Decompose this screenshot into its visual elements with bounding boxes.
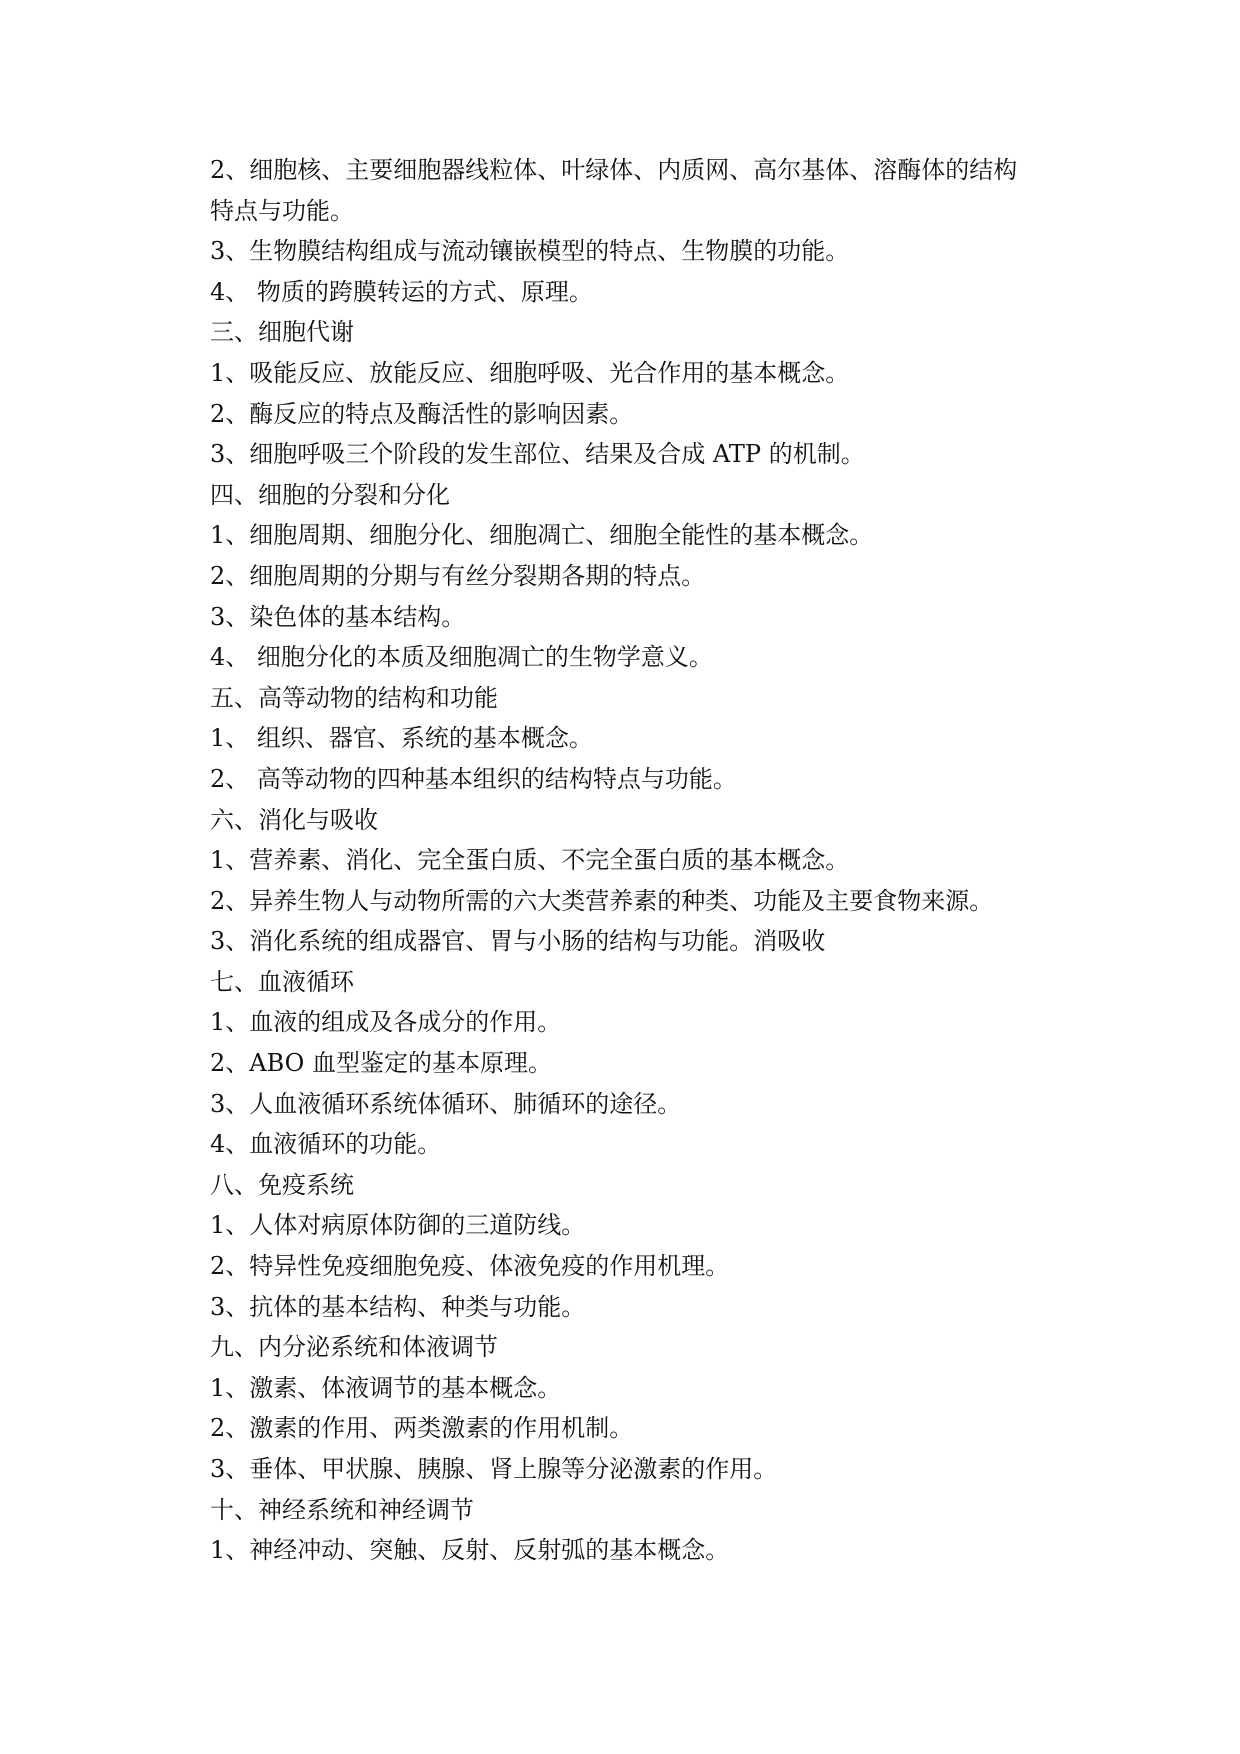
section-heading-9: 九、内分泌系统和体液调节: [210, 1333, 498, 1362]
section-heading-8: 八、免疫系统: [210, 1170, 354, 1199]
text-line: 1、吸能反应、放能反应、细胞呼吸、光合作用的基本概念。: [210, 358, 850, 387]
text-line: 3、消化系统的组成器官、胃与小肠的结构与功能。消吸收: [210, 927, 826, 956]
text-line: 2、细胞周期的分期与有丝分裂期各期的特点。: [210, 561, 706, 590]
section-heading-5: 五、高等动物的结构和功能: [210, 683, 498, 712]
text-line: 1、神经冲动、突触、反射、反射弧的基本概念。: [210, 1536, 730, 1565]
text-line: 3、染色体的基本结构。: [210, 602, 466, 631]
text-line: 1、血液的组成及各成分的作用。: [210, 1008, 562, 1037]
text-line-item-2: 2、细胞核、主要细胞器线粒体、叶绿体、内质网、高尔基体、溶酶体的结构: [210, 156, 1018, 184]
text-line: 2、酶反应的特点及酶活性的影响因素。: [210, 399, 634, 428]
document-body: [210, 150, 1050, 1571]
text-line: 1、人体对病原体防御的三道防线。: [210, 1211, 586, 1240]
text-line-item-4: 4、 物质的跨膜转运的方式、原理。: [210, 277, 593, 306]
section-heading-10: 十、神经系统和神经调节: [210, 1495, 474, 1524]
text-line: 2、激素的作用、两类激素的作用机制。: [210, 1414, 634, 1443]
text-line: 2、 高等动物的四种基本组织的结构特点与功能。: [210, 764, 737, 793]
text-line-item-2-cont: 特点与功能。: [210, 196, 354, 225]
text-line: 3、抗体的基本结构、种类与功能。: [210, 1292, 586, 1321]
text-line: 1、营养素、消化、完全蛋白质、不完全蛋白质的基本概念。: [210, 846, 850, 875]
section-heading-7: 七、血液循环: [210, 967, 354, 996]
text-line: 4、血液循环的功能。: [210, 1130, 442, 1159]
text-line: 2、异养生物人与动物所需的六大类营养素的种类、功能及主要食物来源。: [210, 886, 994, 915]
section-heading-3: 三、细胞代谢: [210, 318, 354, 347]
text-line: 2、ABO 血型鉴定的基本原理。: [210, 1049, 552, 1078]
text-line: 2、特异性免疫细胞免疫、体液免疫的作用机理。: [210, 1252, 730, 1281]
text-line: 3、垂体、甲状腺、胰腺、肾上腺等分泌激素的作用。: [210, 1455, 778, 1483]
text-line: 3、细胞呼吸三个阶段的发生部位、结果及合成 ATP 的机制。: [210, 440, 865, 469]
text-line: 1、 组织、器官、系统的基本概念。: [210, 724, 593, 753]
text-line: 1、激素、体液调节的基本概念。: [210, 1373, 562, 1402]
text-line-item-3: 3、生物膜结构组成与流动镶嵌模型的特点、生物膜的功能。: [210, 237, 850, 266]
section-heading-6: 六、消化与吸收: [210, 805, 378, 834]
text-line: 4、 细胞分化的本质及细胞凋亡的生物学意义。: [210, 643, 713, 672]
text-line: 3、人血液循环系统体循环、肺循环的途径。: [210, 1089, 682, 1118]
section-heading-4: 四、细胞的分裂和分化: [210, 480, 450, 509]
text-line: 1、细胞周期、细胞分化、细胞凋亡、细胞全能性的基本概念。: [210, 521, 874, 550]
